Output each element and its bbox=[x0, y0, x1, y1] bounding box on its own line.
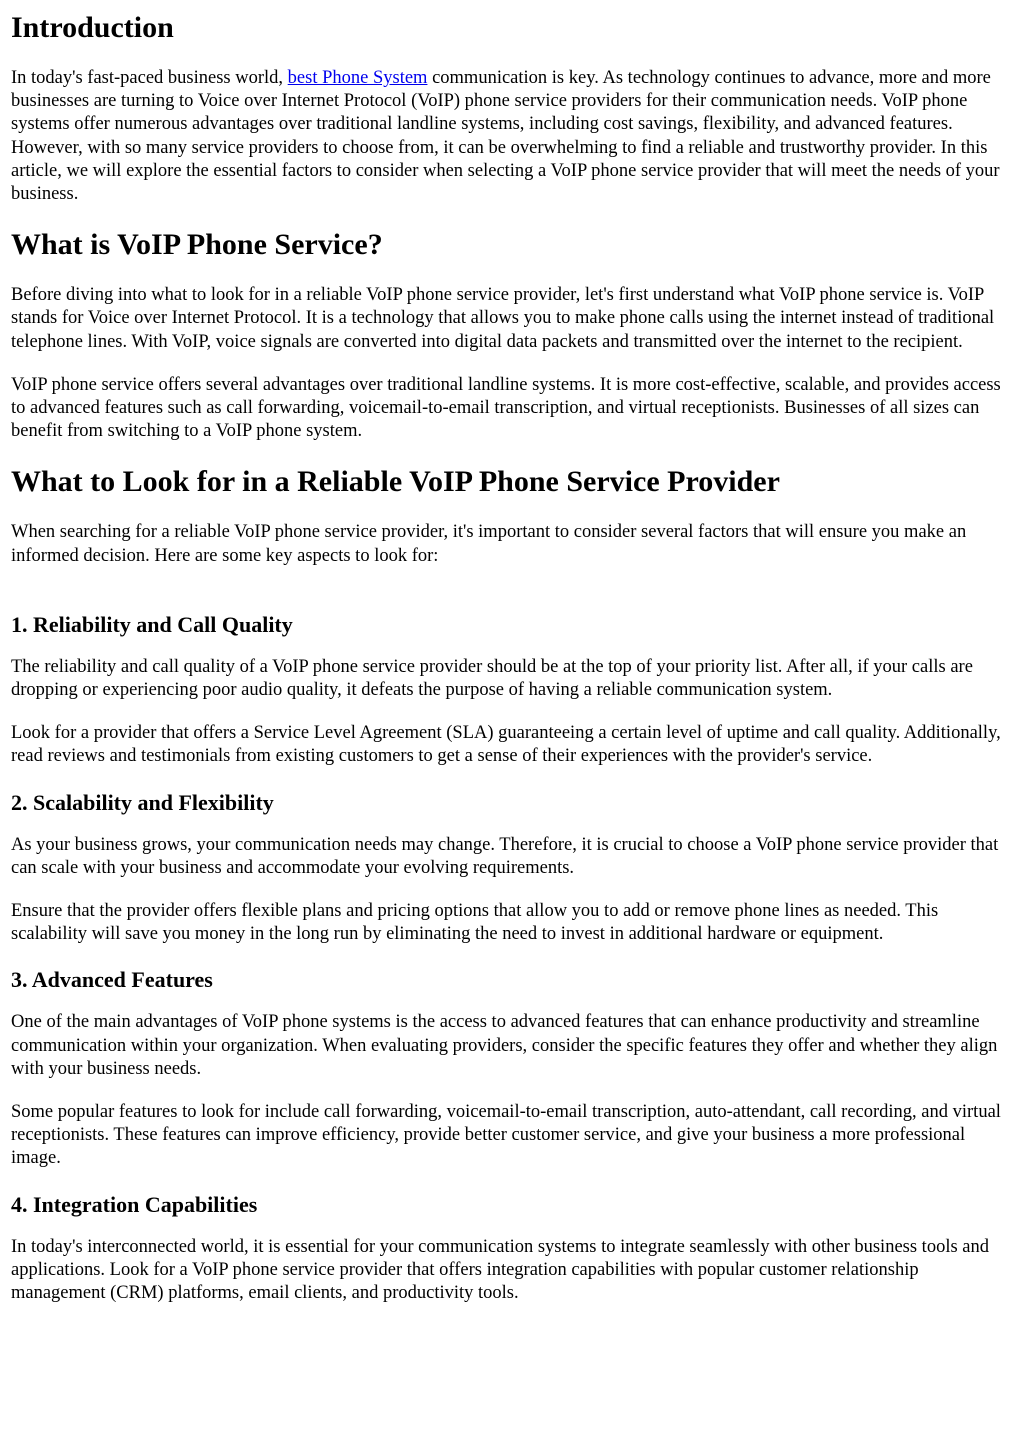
heading-what-is-voip: What is VoIP Phone Service? bbox=[11, 228, 383, 262]
section-scalability bbox=[11, 789, 1014, 947]
heading-what-to-look-for: What to Look for in a Reliable VoIP Phone Service Provider bbox=[11, 465, 780, 499]
section-integration bbox=[11, 1191, 1014, 1306]
intro-text-after-link: communication is key. As technology continues to advance, more and more businesses are turning to Voice over Internet Protocol (VoIP) phone service providers for their communication needs. VoIP phone systems offer numerous advantages over traditional landline systems, including cost savings, flexibility, and advanced features. However, with so many service providers to choose from, it can be overwhelming to find a reliable and trustworthy provider. In this article, we will explore the essential factors to consider when selecting a VoIP phone service provider that will meet the needs of your business. bbox=[11, 68, 1000, 205]
intro-text-before-link: In today's fast-paced business world, bbox=[11, 68, 288, 88]
what-is-voip-paragraph-1: Before diving into what to look for in a reliable VoIP phone service provider, let's first understand what VoIP phone service is. VoIP stands for Voice over Internet Protocol. It is a technology that allows you to make phone calls using the internet instead of traditional telephone lines. With VoIP, voice signals are converted into digital data packets and transmitted over the internet to the recipient. bbox=[11, 285, 995, 352]
scalability-paragraph-1: As your business grows, your communication needs may change. Therefore, it is crucial to choose a VoIP phone service provider that can scale with your business and accommodate your evolving requirements. bbox=[11, 834, 999, 878]
heading-scalability: 2. Scalability and Flexibility bbox=[11, 789, 274, 815]
features-paragraph-2: Some popular features to look for include call forwarding, voicemail-to-email transcription, auto-attendant, call recording, and virtual receptionists. These features can improve efficiency, provide better customer service, and give your business a more professional image. bbox=[11, 1102, 1001, 1169]
reliability-paragraph-2: Look for a provider that offers a Service Level Agreement (SLA) guaranteeing a certain level of uptime and call quality. Additionally, read reviews and testimonials from existing customers to get a sense of their experiences with the provider's service. bbox=[11, 723, 1001, 767]
what-to-look-for-paragraph: When searching for a reliable VoIP phone service provider, it's important to consider several factors that will ensure you make an informed decision. Here are some key aspects to look for: bbox=[11, 522, 967, 566]
section-spacer bbox=[11, 588, 1014, 611]
section-introduction bbox=[11, 9, 1014, 206]
intro-paragraph bbox=[11, 67, 1014, 206]
heading-reliability: 1. Reliability and Call Quality bbox=[11, 611, 293, 637]
heading-integration: 4. Integration Capabilities bbox=[11, 1191, 258, 1217]
heading-advanced-features: 3. Advanced Features bbox=[11, 967, 213, 993]
section-advanced-features bbox=[11, 966, 1014, 1170]
section-what-is-voip bbox=[11, 226, 1014, 443]
features-paragraph-1: One of the main advantages of VoIP phone systems is the access to advanced features that can enhance productivity and streamline communication within your organization. When evaluating providers, consider the specific features they offer and whether they align with your business needs. bbox=[11, 1012, 998, 1079]
section-reliability bbox=[11, 611, 1014, 769]
heading-introduction: Introduction bbox=[11, 11, 174, 44]
integration-paragraph: In today's interconnected world, it is essential for your communication systems to integrate seamlessly with other business tools and applications. Look for a VoIP phone service provider that offers integration capabilities with popular customer relationship management (CRM) platforms, email clients, and productivity tools. bbox=[11, 1236, 989, 1304]
what-is-voip-paragraph-2: VoIP phone service offers several advantages over traditional landline systems. It is more cost-effective, scalable, and provides access to advanced features such as call forwarding, voicemail-to-email transcription, and virtual receptionists. Businesses of all sizes can benefit from switching to a VoIP phone system. bbox=[11, 374, 1001, 442]
scalability-paragraph-2: Ensure that the provider offers flexible plans and pricing options that allow you to add or remove phone lines as needed. This scalability will save you money in the long run by eliminating the need to invest in additional hardware or equipment. bbox=[11, 901, 939, 945]
section-what-to-look-for bbox=[11, 463, 1014, 610]
best-phone-system-link[interactable]: best Phone System bbox=[287, 68, 428, 88]
reliability-paragraph-1: The reliability and call quality of a VoIP phone service provider should be at the top of your priority list. After all, if your calls are dropping or experiencing poor audio quality, it defeats the purpose of having a reliable communication system. bbox=[11, 656, 973, 701]
